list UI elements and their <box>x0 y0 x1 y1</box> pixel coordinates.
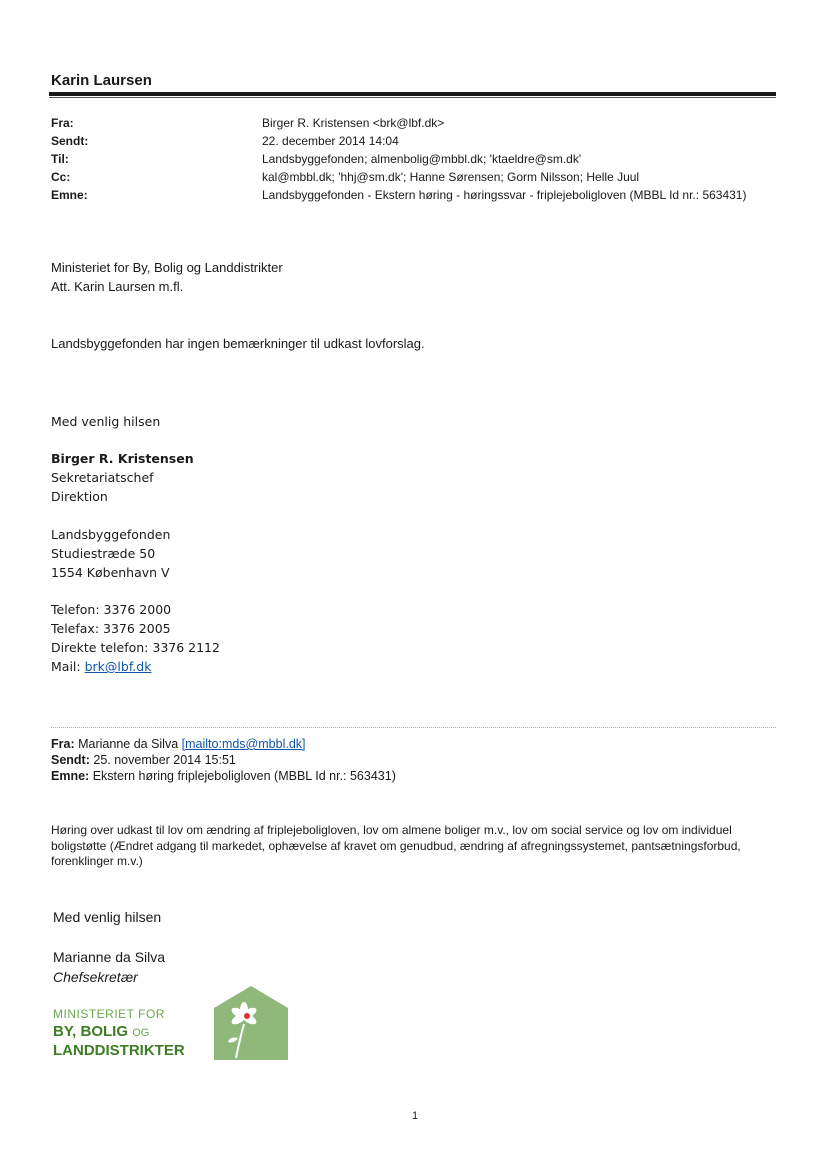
emne-label: Emne: <box>51 188 88 202</box>
signature-mail <box>51 657 151 676</box>
logo-line2a: BY, BOLIG <box>53 1023 129 1040</box>
signature-direct: Direkte telefon: 3376 2112 <box>51 640 220 655</box>
fwd-greeting: Med venlig hilsen <box>53 909 162 925</box>
addressee-line1: Ministeriet for By, Bolig og Landdistrikter <box>51 260 283 275</box>
addressee-line2: Att. Karin Laursen m.fl. <box>51 279 184 294</box>
signature-phone: Telefon: 3376 2000 <box>51 602 172 617</box>
cc-label: Cc: <box>51 170 71 184</box>
fwd-sendt-value: 25. november 2014 15:51 <box>93 753 236 767</box>
fwd-emne-value: Ekstern høring friplejeboligloven (MBBL Id nr.: 563431) <box>92 769 396 783</box>
page-number: 1 <box>412 1110 419 1122</box>
fra-label: Fra: <box>51 116 74 130</box>
ministry-logo-text <box>53 1006 185 1059</box>
fwd-fra <box>51 736 306 752</box>
logo-line2 <box>53 1023 185 1042</box>
logo-line1: MINISTERIET FOR <box>53 1007 165 1021</box>
signature-role: Sekretariatschef <box>51 470 154 485</box>
fwd-sendt <box>51 752 236 768</box>
til-value: Landsbyggefonden; almenbolig@mbbl.dk; 'ktaeldre@sm.dk' <box>262 152 582 166</box>
signature-greeting: Med venlig hilsen <box>51 414 161 429</box>
signature-fax: Telefax: 3376 2005 <box>51 621 171 636</box>
cc-value: kal@mbbl.dk; 'hhj@sm.dk'; Hanne Sørensen; Gorm Nilsson; Helle Juul <box>262 170 640 184</box>
fwd-fra-label: Fra: <box>51 737 75 751</box>
logo-line3: LANDDISTRIKTER <box>53 1042 185 1059</box>
signature-org: Landsbyggefonden <box>51 527 171 542</box>
signature-city: 1554 København V <box>51 565 170 580</box>
fwd-emne-label: Emne: <box>51 769 90 783</box>
signature-street: Studiestræde 50 <box>51 546 156 561</box>
sendt-value: 22. december 2014 14:04 <box>262 134 399 148</box>
message-text: Landsbyggefonden har ingen bemærkninger til udkast lovforslag. <box>51 336 425 351</box>
fwd-emne <box>51 768 396 784</box>
separator <box>51 727 776 728</box>
signature-department: Direktion <box>51 489 108 504</box>
mail-link[interactable]: brk@lbf.dk <box>84 659 152 674</box>
title-rule <box>49 92 776 96</box>
fwd-role: Chefsekretær <box>53 969 138 985</box>
til-label: Til: <box>51 152 69 166</box>
signature-name: Birger R. Kristensen <box>51 451 194 466</box>
title-rule-thin <box>49 97 776 98</box>
page-title: Karin Laursen <box>51 72 152 89</box>
sendt-label: Sendt: <box>51 134 89 148</box>
fra-value: Birger R. Kristensen <brk@lbf.dk> <box>262 116 445 130</box>
fwd-fra-name: Marianne da Silva <box>78 737 179 751</box>
ministry-logo-house-icon <box>214 986 288 1060</box>
fwd-sendt-label: Sendt: <box>51 753 90 767</box>
fwd-paragraph: Høring over udkast til lov om ændring af friplejeboligloven, lov om almene boliger m.v., lov om social service og lov om individuel boligstøtte (Ændret adgang til markedet, ophævelse af kravet om genudbud, ændring af afregningssystemet, pantsætningsforbud, forenklinger m.v.) <box>51 823 741 868</box>
fwd-mailto-link[interactable]: [mailto:mds@mbbl.dk] <box>181 737 306 751</box>
fwd-name: Marianne da Silva <box>53 949 166 965</box>
emne-value: Landsbyggefonden - Ekstern høring - høringssvar - friplejeboligloven (MBBL Id nr.: 563431) <box>262 188 747 202</box>
logo-line2b: OG <box>132 1027 150 1039</box>
mail-label: Mail: <box>51 659 81 674</box>
